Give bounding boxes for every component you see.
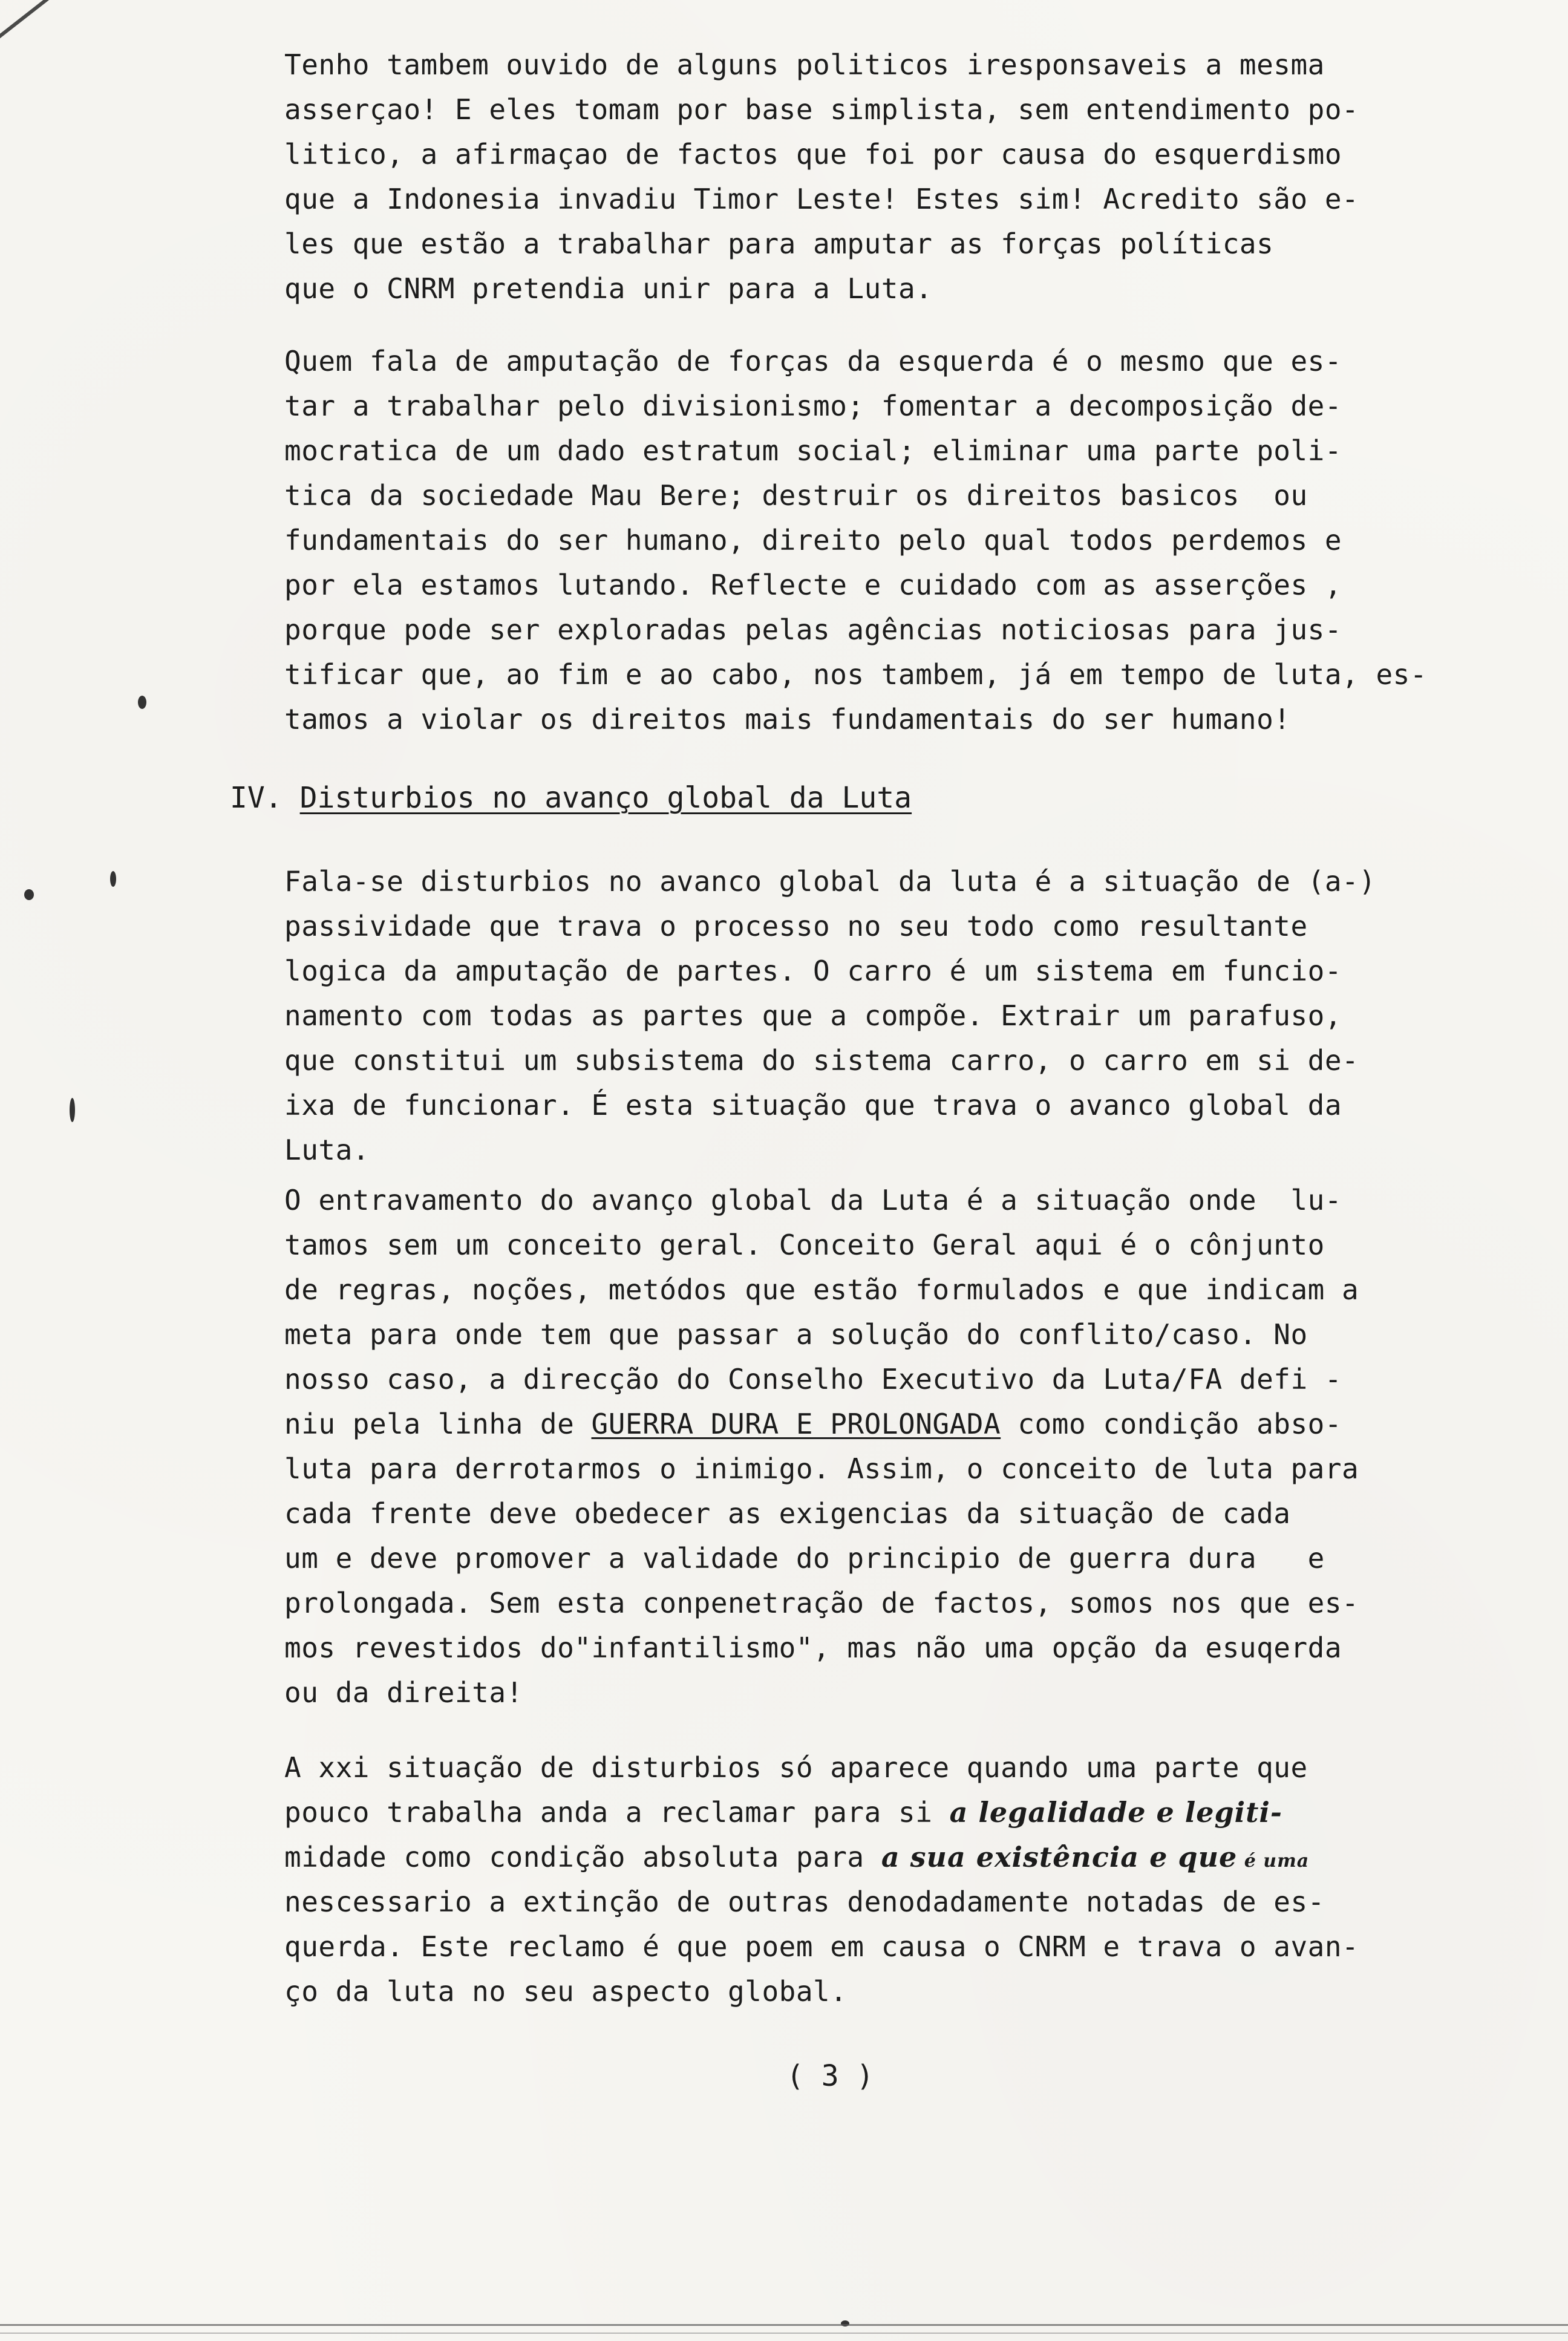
scan-speck — [70, 1098, 75, 1122]
text-line: nosso caso, a direcção do Conselho Executivo da Luta/FA defi - — [284, 1363, 1342, 1396]
text-line: Fala-se disturbios no avanco global da luta é a situação de (a-) — [284, 865, 1376, 898]
text-fragment: midade como condição absoluta para — [284, 1841, 881, 1873]
text-line: que o CNRM pretendia unir para a Luta. — [284, 272, 933, 305]
text-line: logica da amputação de partes. O carro é um sistema em funcio- — [284, 955, 1342, 987]
scan-edge-line — [0, 2324, 1568, 2326]
scan-speck — [138, 696, 146, 709]
text-line: litico, a afirmaçao de factos que foi por causa do esquerdismo — [284, 138, 1342, 171]
scan-speck — [24, 889, 34, 900]
paragraph-4 — [284, 1178, 1434, 1715]
text-line: cada frente deve obedecer as exigencias da situação de cada — [284, 1497, 1291, 1530]
text-line: namento com todas as partes que a compõe. Extrair um parafuso, — [284, 999, 1342, 1032]
text-line: fundamentais do ser humano, direito pelo qual todos perdemos e — [284, 524, 1342, 557]
text-line: que a Indonesia invadiu Timor Leste! Estes sim! Acredito são e- — [284, 183, 1359, 215]
text-line-with-emphasis — [284, 1402, 1434, 1446]
text-line: ixa de funcionar. É esta situação que trava o avanco global da — [284, 1089, 1342, 1122]
text-line: tamos a violar os direitos mais fundamentais do ser humano! — [284, 703, 1291, 736]
scan-edge-line — [0, 2333, 1568, 2334]
scan-speck — [110, 871, 116, 887]
page-number: ( 3 ) — [786, 2059, 874, 2093]
text-line: les que estão a trabalhar para amputar as forças políticas — [284, 227, 1274, 260]
text-line: ço da luta no seu aspecto global. — [284, 1975, 848, 2008]
text-line: prolongada. Sem esta conpenetração de factos, somos nos que es- — [284, 1587, 1359, 1619]
text-line: passividade que trava o processo no seu todo como resultante — [284, 910, 1308, 942]
text-fragment: niu pela linha de — [284, 1408, 592, 1440]
text-line: tar a trabalhar pelo divisionismo; fomentar a decomposição de- — [284, 390, 1342, 422]
text-line: nescessario a extinção de outras denodadamente notadas de es- — [284, 1886, 1325, 1918]
text-line: Tenho tambem ouvido de alguns politicos iresponsaveis a mesma — [284, 48, 1325, 81]
text-line: A xxi situação de disturbios só aparece quando uma parte que — [284, 1751, 1308, 1784]
text-line-with-handwriting — [284, 1835, 1434, 1879]
text-line: mos revestidos do"infantilismo", mas não uma opção da esuqerda — [284, 1631, 1342, 1664]
text-line: Quem fala de amputação de forças da esquerda é o mesmo que es- — [284, 345, 1342, 377]
paragraph-5 — [284, 1745, 1434, 2014]
scan-mark — [0, 0, 145, 51]
text-line: tificar que, ao fim e ao cabo, nos tambem, já em tempo de luta, es- — [284, 658, 1428, 691]
text-line: de regras, noções, metódos que estão formulados e que indicam a — [284, 1273, 1359, 1306]
text-line: Luta. — [284, 1134, 370, 1166]
text-line: meta para onde tem que passar a solução do conflito/caso. No — [284, 1318, 1308, 1351]
section-title: Disturbios no avanço global da Luta — [299, 781, 912, 815]
text-line: luta para derrotarmos o inimigo. Assim, o conceito de luta para — [284, 1452, 1359, 1485]
text-line: ou da direita! — [284, 1676, 523, 1709]
text-line: por ela estamos lutando. Reflecte e cuidado com as asserções , — [284, 569, 1342, 601]
text-fragment: pouco trabalha anda a reclamar para si — [284, 1796, 950, 1829]
text-line: O entravamento do avanço global da Luta é a situação onde lu- — [284, 1184, 1342, 1216]
handwritten-insert: a legalidade e legiti- — [949, 1796, 1282, 1829]
handwritten-annotation: é uma — [1237, 1850, 1310, 1872]
text-line: asserçao! E eles tomam por base simplista, sem entendimento po- — [284, 93, 1359, 126]
text-line: tamos sem um conceito geral. Conceito Geral aqui é o cônjunto — [284, 1229, 1325, 1261]
text-line: que constitui um subsistema do sistema carro, o carro em si de- — [284, 1044, 1359, 1077]
underlined-phrase: GUERRA DURA E PROLONGADA — [591, 1408, 1001, 1440]
paragraph-1 — [284, 42, 1434, 311]
section-heading — [230, 775, 912, 820]
text-line: tica da sociedade Mau Bere; destruir os direitos basicos ou — [284, 479, 1308, 512]
paragraph-3 — [284, 859, 1434, 1172]
text-line-with-handwriting — [284, 1790, 1434, 1835]
paragraph-2 — [284, 339, 1434, 742]
text-line: porque pode ser exploradas pelas agências noticiosas para jus- — [284, 613, 1342, 646]
text-fragment: como condição abso- — [1001, 1408, 1342, 1440]
handwritten-insert: a sua existência e que — [881, 1841, 1238, 1873]
text-line: mocratica de um dado estratum social; eliminar uma parte poli- — [284, 434, 1342, 467]
section-number: IV. — [230, 781, 283, 815]
text-line: querda. Este reclamo é que poem em causa o CNRM e trava o avan- — [284, 1930, 1359, 1963]
text-line: um e deve promover a validade do principio de guerra dura e — [284, 1542, 1325, 1575]
